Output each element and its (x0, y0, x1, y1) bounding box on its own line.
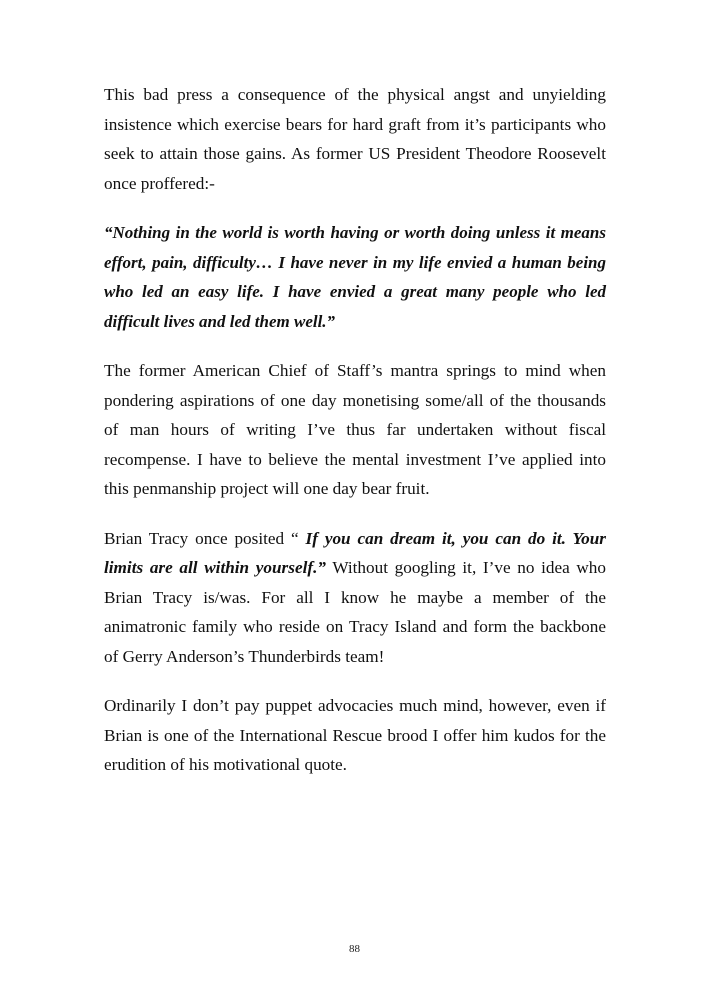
page-body (104, 80, 606, 780)
inline-quote-tracy: If you can dream it, you can do it. Your limits are all within yourself.” (104, 528, 606, 577)
paragraph-intro: This bad press a consequence of the physical angst and unyielding insistence which exercise bears for hard graft from it’s participants who seek to attain those gains. As former US President Theodore Roosevelt once proffered:- (104, 85, 606, 193)
paragraph-mantra: The former American Chief of Staff’s mantra springs to mind when pondering aspirations of one day monetising some/all of the thousands of man hours of writing I’ve thus far undertaken without fiscal recompense. I have to believe the mental investment I’ve applied into this penmanship project will one day bear fruit. (104, 361, 606, 498)
paragraph-brian-tracy (104, 524, 606, 672)
paragraph-brian-tracy-lead: Brian Tracy once posited “ (104, 528, 306, 548)
block-quote-roosevelt: “Nothing in the world is worth having or worth doing unless it means effort, pain, difficulty… I have never in my life envied a human being who led an easy life. I have envied a great many people who led difficult lives and led them well.” (104, 223, 606, 331)
paragraph-brian-tracy-trail: Without googling it, I’ve no idea who Brian Tracy is/was. For all I know he maybe a member of the animatronic family who reside on Tracy Island and form the backbone of Gerry Anderson’s Thunderbirds team! (104, 558, 606, 666)
paragraph-closing: Ordinarily I don’t pay puppet advocacies much mind, however, even if Brian is one of the International Rescue brood I offer him kudos for the erudition of his motivational quote. (104, 696, 606, 774)
page-number: 88 (349, 943, 360, 955)
